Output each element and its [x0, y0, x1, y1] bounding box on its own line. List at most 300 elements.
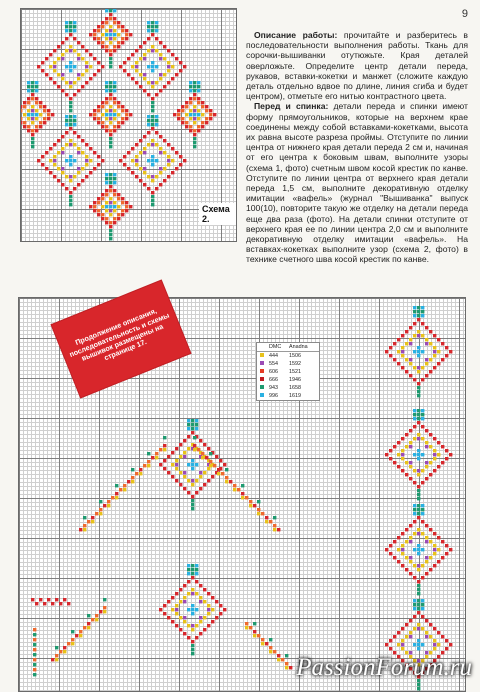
- stitch-cell: [183, 65, 186, 68]
- stitch-cell: [191, 463, 194, 466]
- stitch-cell: [135, 49, 138, 52]
- stitch-cell: [143, 53, 146, 56]
- stitch-cell: [197, 448, 200, 451]
- stitch-cell: [413, 643, 416, 646]
- stitch-cell: [135, 159, 138, 162]
- stitch-cell: [151, 119, 154, 122]
- stitch-cell: [155, 131, 158, 134]
- stitch-cell: [417, 394, 420, 397]
- stitch-cell: [413, 322, 416, 325]
- stitch-cell: [43, 602, 46, 605]
- stitch-cell: [109, 109, 112, 112]
- stitch-cell: [203, 600, 206, 603]
- stitch-cell: [417, 568, 420, 571]
- stitch-cell: [53, 155, 56, 158]
- stitch-cell: [167, 49, 170, 52]
- stitch-cell: [417, 639, 420, 642]
- stitch-cell: [417, 584, 420, 587]
- stitch-cell: [61, 77, 64, 80]
- stitch-cell: [73, 49, 76, 52]
- stitch-cell: [409, 619, 412, 622]
- stitch-cell: [147, 119, 150, 122]
- stitch-cell: [159, 57, 162, 60]
- stitch-cell: [193, 141, 196, 144]
- stitch-cell: [125, 209, 128, 212]
- legend-swatch: [257, 353, 267, 359]
- stitch-cell: [195, 463, 198, 466]
- stitch-cell: [163, 604, 166, 607]
- stitch-cell: [41, 69, 44, 72]
- stitch-cell: [131, 171, 134, 174]
- stitch-cell: [421, 453, 424, 456]
- stitch-cell: [175, 151, 178, 154]
- stitch-cell: [121, 29, 124, 32]
- stitch-cell: [35, 89, 38, 92]
- stitch-cell: [61, 147, 64, 150]
- stitch-cell: [191, 648, 194, 651]
- stitch-cell: [101, 101, 104, 104]
- stitch-cell: [151, 45, 154, 48]
- stitch-cell: [77, 77, 80, 80]
- stitch-cell: [225, 476, 228, 479]
- stitch-cell: [191, 644, 194, 647]
- stitch-cell: [43, 117, 46, 120]
- stitch-cell: [183, 439, 186, 442]
- stitch-cell: [401, 552, 404, 555]
- stitch-cell: [417, 627, 420, 630]
- stitch-cell: [397, 536, 400, 539]
- stitch-cell: [85, 61, 88, 64]
- stitch-cell: [101, 25, 104, 28]
- stitch-cell: [109, 173, 112, 176]
- stitch-cell: [221, 472, 224, 475]
- stitch-cell: [261, 512, 264, 515]
- stitch-cell: [397, 441, 400, 444]
- stitch-cell: [193, 97, 196, 100]
- stitch-cell: [187, 419, 190, 422]
- stitch-cell: [155, 93, 158, 96]
- stitch-cell: [97, 41, 100, 44]
- stitch-cell: [113, 117, 116, 120]
- stitch-cell: [179, 483, 182, 486]
- stitch-cell: [77, 167, 80, 170]
- stitch-cell: [409, 540, 412, 543]
- stitch-cell: [193, 113, 196, 116]
- stitch-cell: [183, 632, 186, 635]
- stitch-cell: [147, 123, 150, 126]
- stitch-cell: [265, 642, 268, 645]
- stitch-cell: [189, 125, 192, 128]
- stitch-cell: [97, 25, 100, 28]
- stitch-cell: [23, 101, 26, 104]
- stitch-cell: [159, 448, 162, 451]
- stitch-cell: [207, 612, 210, 615]
- description-paragraph-1: Описание работы: прочитайте и разберитесь в последовательности выполнения работы. Ткань для сорочки-вышиванки отутюжьте. Края деталей оверложьте. Определите центр детали переда, рукавов, вставки-кокетки и манжет (сложите каждую деталь отдельно вдвое по длине, линия сгиба и будет центром), отметьте его нитью контрастного цвета.: [246, 30, 469, 102]
- stitch-cell: [151, 123, 154, 126]
- stitch-cell: [245, 496, 248, 499]
- stitch-cell: [113, 205, 116, 208]
- stitch-cell: [441, 556, 444, 559]
- stitch-cell: [417, 346, 420, 349]
- legend-anchor-code: 1521: [289, 369, 301, 375]
- stitch-cell: [31, 97, 34, 100]
- stitch-cell: [69, 143, 72, 146]
- stitch-cell: [97, 37, 100, 40]
- legend-swatch: [257, 369, 267, 375]
- stitch-cell: [117, 105, 120, 108]
- stitch-cell: [159, 77, 162, 80]
- stitch-cell: [61, 73, 64, 76]
- stitch-cell: [109, 205, 112, 208]
- stitch-cell: [69, 65, 72, 68]
- stitch-cell: [213, 464, 216, 467]
- stitch-cell: [105, 21, 108, 24]
- stitch-cell: [131, 159, 134, 162]
- stitch-cell: [401, 350, 404, 353]
- stitch-cell: [401, 449, 404, 452]
- stitch-cell: [79, 634, 82, 637]
- stitch-cell: [175, 592, 178, 595]
- stitch-cell: [193, 436, 196, 439]
- stitch-cell: [121, 105, 124, 108]
- stitch-cell: [185, 125, 188, 128]
- stitch-cell: [113, 193, 116, 196]
- stitch-cell: [27, 89, 30, 92]
- stitch-cell: [121, 41, 124, 44]
- stitch-cell: [215, 455, 218, 458]
- stitch-cell: [143, 147, 146, 150]
- stitch-cell: [199, 475, 202, 478]
- legend-swatch: [257, 377, 267, 383]
- stitch-cell: [167, 175, 170, 178]
- stitch-cell: [273, 524, 276, 527]
- stitch-cell: [51, 602, 54, 605]
- stitch-cell: [417, 544, 420, 547]
- stitch-cell: [135, 175, 138, 178]
- stitch-cell: [121, 25, 124, 28]
- stitch-cell: [123, 484, 126, 487]
- stitch-cell: [225, 480, 228, 483]
- stitch-cell: [429, 556, 432, 559]
- stitch-cell: [191, 628, 194, 631]
- stitch-cell: [39, 125, 42, 128]
- stitch-cell: [105, 205, 108, 208]
- stitch-cell: [57, 167, 60, 170]
- stitch-cell: [203, 616, 206, 619]
- stitch-cell: [191, 431, 194, 434]
- stitch-cell: [109, 233, 112, 236]
- stitch-cell: [77, 183, 80, 186]
- stitch-cell: [65, 21, 68, 24]
- stitch-cell: [69, 115, 72, 118]
- stitch-cell: [109, 25, 112, 28]
- stitch-cell: [113, 177, 116, 180]
- stitch-cell: [167, 81, 170, 84]
- stitch-cell: [191, 604, 194, 607]
- stitch-cell: [409, 358, 412, 361]
- stitch-cell: [425, 465, 428, 468]
- stitch-cell: [69, 25, 72, 28]
- stitch-cell: [109, 133, 112, 136]
- stitch-cell: [401, 453, 404, 456]
- stitch-cell: [93, 201, 96, 204]
- stitch-cell: [433, 457, 436, 460]
- stitch-cell: [425, 342, 428, 345]
- stitch-cell: [155, 452, 158, 455]
- stitch-cell: [189, 129, 192, 132]
- stitch-cell: [253, 634, 256, 637]
- stitch-cell: [405, 433, 408, 436]
- stitch-cell: [113, 125, 116, 128]
- stitch-cell: [219, 459, 222, 462]
- stitch-cell: [421, 334, 424, 337]
- stitch-cell: [147, 464, 150, 467]
- stitch-cell: [91, 618, 94, 621]
- stitch-cell: [433, 469, 436, 472]
- stitch-cell: [109, 129, 112, 132]
- stitch-cell: [33, 643, 36, 646]
- stitch-cell: [143, 77, 146, 80]
- stitch-cell: [53, 61, 56, 64]
- description-text: [246, 30, 468, 265]
- stitch-cell: [197, 129, 200, 132]
- stitch-cell: [417, 314, 420, 317]
- stitch-cell: [187, 636, 190, 639]
- stitch-cell: [97, 197, 100, 200]
- stitch-cell: [151, 25, 154, 28]
- stitch-cell: [131, 476, 134, 479]
- stitch-cell: [421, 417, 424, 420]
- stitch-cell: [179, 443, 182, 446]
- stitch-cell: [207, 447, 210, 450]
- stitch-cell: [117, 21, 120, 24]
- stitch-cell: [109, 113, 112, 116]
- stitch-cell: [69, 159, 72, 162]
- stitch-cell: [31, 93, 34, 96]
- stitch-cell: [417, 623, 420, 626]
- stitch-cell: [433, 564, 436, 567]
- stitch-cell: [175, 612, 178, 615]
- stitch-cell: [73, 143, 76, 146]
- stitch-cell: [171, 596, 174, 599]
- stitch-cell: [127, 151, 130, 154]
- stitch-cell: [79, 528, 82, 531]
- stitch-cell: [449, 643, 452, 646]
- stitch-cell: [223, 608, 226, 611]
- stitch-cell: [61, 151, 64, 154]
- stitch-cell: [405, 556, 408, 559]
- stitch-cell: [69, 45, 72, 48]
- stitch-cell: [199, 596, 202, 599]
- stitch-cell: [181, 109, 184, 112]
- stitch-cell: [69, 85, 72, 88]
- stitch-cell: [143, 73, 146, 76]
- stitch-cell: [445, 552, 448, 555]
- stitch-cell: [109, 81, 112, 84]
- stitch-cell: [109, 97, 112, 100]
- stitch-cell: [437, 560, 440, 563]
- stitch-cell: [135, 69, 138, 72]
- stitch-cell: [69, 175, 72, 178]
- stitch-cell: [121, 109, 124, 112]
- stitch-cell: [425, 635, 428, 638]
- stitch-cell: [409, 342, 412, 345]
- stitch-cell: [409, 524, 412, 527]
- stitch-cell: [61, 53, 64, 56]
- stitch-cell: [99, 508, 102, 511]
- stitch-cell: [413, 548, 416, 551]
- stitch-cell: [97, 61, 100, 64]
- stitch-cell: [89, 171, 92, 174]
- stitch-cell: [173, 113, 176, 116]
- stitch-cell: [21, 117, 22, 120]
- stitch-cell: [155, 29, 158, 32]
- stitch-cell: [69, 155, 72, 158]
- stitch-cell: [163, 179, 166, 182]
- stitch-cell: [21, 105, 22, 108]
- stitch-cell: [121, 197, 124, 200]
- stitch-cell: [265, 520, 268, 523]
- stitch-cell: [151, 175, 154, 178]
- stitch-cell: [197, 85, 200, 88]
- stitch-cell: [163, 85, 166, 88]
- stitch-cell: [405, 358, 408, 361]
- legend-anchor-code: 1946: [289, 377, 301, 383]
- stitch-cell: [159, 183, 162, 186]
- stitch-cell: [35, 117, 38, 120]
- stitch-cell: [85, 175, 88, 178]
- stitch-cell: [421, 532, 424, 535]
- page-number: 9: [461, 8, 468, 20]
- stitch-cell: [211, 620, 214, 623]
- stitch-cell: [59, 602, 62, 605]
- stitch-cell: [179, 155, 182, 158]
- stitch-cell: [425, 358, 428, 361]
- stitch-cell: [109, 185, 112, 188]
- legend-dmc-code: 444: [269, 353, 278, 359]
- stitch-cell: [151, 203, 154, 206]
- stitch-cell: [429, 473, 432, 476]
- stitch-cell: [167, 471, 170, 474]
- stitch-cell: [167, 616, 170, 619]
- stitch-cell: [413, 378, 416, 381]
- stitch-cell: [65, 187, 68, 190]
- stitch-cell: [445, 647, 448, 650]
- stitch-cell: [121, 209, 124, 212]
- stitch-cell: [421, 378, 424, 381]
- stitch-cell: [393, 540, 396, 543]
- stitch-cell: [405, 342, 408, 345]
- legend-row: [257, 352, 319, 360]
- stitch-cell: [421, 615, 424, 618]
- stitch-cell: [249, 500, 252, 503]
- stitch-cell: [175, 447, 178, 450]
- stitch-cell: [57, 151, 60, 154]
- stitch-cell: [61, 171, 64, 174]
- stitch-cell: [33, 648, 36, 651]
- stitch-cell: [409, 362, 412, 365]
- stitch-cell: [31, 145, 34, 148]
- stitch-cell: [437, 350, 440, 353]
- stitch-cell: [413, 504, 416, 507]
- stitch-cell: [195, 564, 198, 567]
- stitch-cell: [117, 101, 120, 104]
- stitch-cell: [191, 652, 194, 655]
- stitch-cell: [155, 175, 158, 178]
- stitch-cell: [93, 73, 96, 76]
- stitch-cell: [65, 175, 68, 178]
- stitch-cell: [117, 217, 120, 220]
- stitch-cell: [91, 516, 94, 519]
- stitch-cell: [147, 93, 150, 96]
- stitch-cell: [197, 101, 200, 104]
- stitch-cell: [199, 487, 202, 490]
- stitch-cell: [57, 85, 60, 88]
- stitch-cell: [417, 449, 420, 452]
- stitch-cell: [401, 457, 404, 460]
- stitch-cell: [105, 33, 108, 36]
- stitch-cell: [77, 89, 80, 92]
- stitch-cell: [31, 113, 34, 116]
- stitch-cell: [113, 217, 116, 220]
- stitch-cell: [285, 662, 288, 665]
- stitch-cell: [109, 177, 112, 180]
- stitch-cell: [421, 310, 424, 313]
- stitch-cell: [189, 81, 192, 84]
- stitch-cell: [389, 449, 392, 452]
- stitch-cell: [159, 135, 162, 138]
- stitch-cell: [139, 85, 142, 88]
- stitch-cell: [61, 41, 64, 44]
- stitch-cell: [37, 65, 40, 68]
- stitch-cell: [105, 177, 108, 180]
- stitch-cell: [159, 151, 162, 154]
- stitch-cell: [151, 29, 154, 32]
- stitch-cell: [113, 189, 116, 192]
- stitch-cell: [201, 125, 204, 128]
- stitch-cell: [421, 520, 424, 523]
- stitch-cell: [193, 133, 196, 136]
- stitch-cell: [57, 139, 60, 142]
- stitch-cell: [171, 608, 174, 611]
- stitch-cell: [277, 528, 280, 531]
- stitch-cell: [65, 25, 68, 28]
- stitch-cell: [195, 636, 198, 639]
- stitch-cell: [417, 366, 420, 369]
- stitch-cell: [397, 350, 400, 353]
- stitch-cell: [45, 151, 48, 154]
- stitch-cell: [87, 520, 90, 523]
- stitch-cell: [289, 666, 292, 669]
- stitch-cell: [87, 622, 90, 625]
- stitch-cell: [421, 306, 424, 309]
- stitch-cell: [73, 115, 76, 118]
- stitch-cell: [109, 57, 112, 60]
- stitch-cell: [179, 628, 182, 631]
- stitch-cell: [109, 117, 112, 120]
- stitch-cell: [183, 596, 186, 599]
- stitch-cell: [89, 77, 92, 80]
- stitch-cell: [129, 205, 132, 208]
- stitch-cell: [125, 113, 128, 116]
- stitch-cell: [425, 619, 428, 622]
- stitch-cell: [65, 159, 68, 162]
- stitch-cell: [393, 461, 396, 464]
- stitch-cell: [413, 409, 416, 412]
- stitch-cell: [95, 618, 98, 621]
- stitch-cell: [413, 437, 416, 440]
- stitch-cell: [85, 69, 88, 72]
